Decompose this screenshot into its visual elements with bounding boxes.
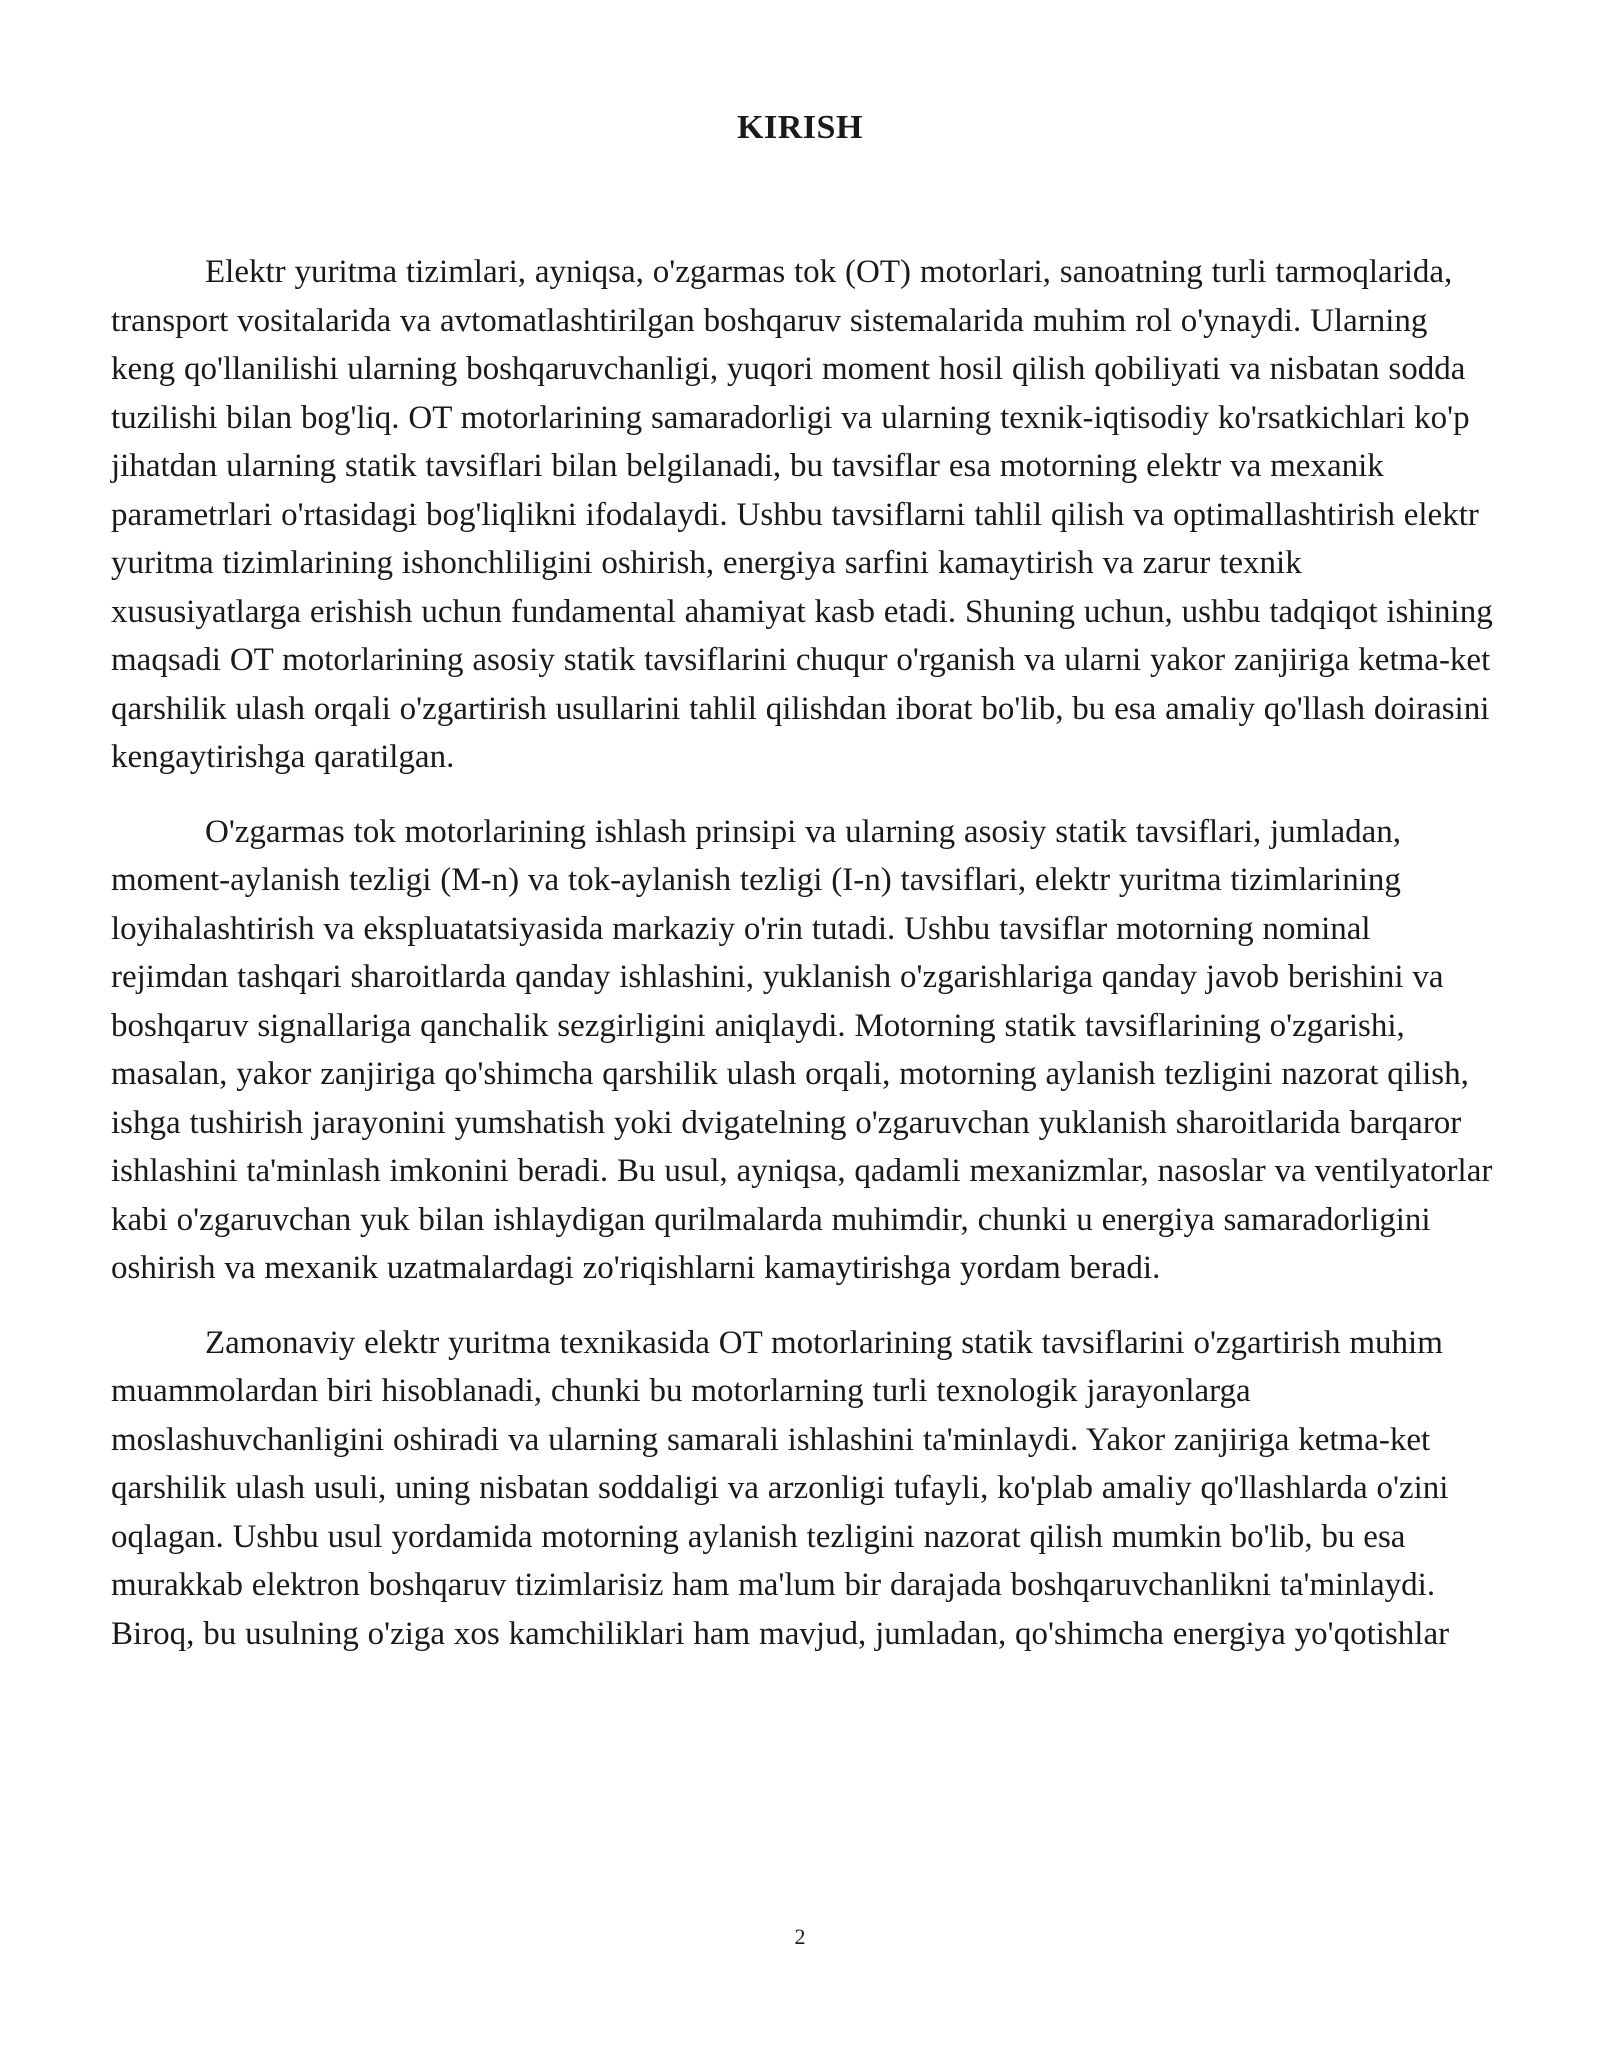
page-title: KIRISH <box>737 109 863 146</box>
paragraph-3: Zamonaviy elektr yuritma texnikasida OT motorlarining statik tavsiflarini o'zgartirish muhim muammolardan biri hisoblanadi, chunki bu motorlarning turli texnologik jarayonlarga moslashuvchanligini oshiradi va ularning samarali ishlashini ta'minlaydi. Yakor zanjiriga ketma-ket qarshilik ulash usuli, uning nisbatan soddaligi va arzonligi tufayli, ko'plab amaliy qo'llashlarda o'zini oqlagan. Ushbu usul yordamida motorning aylanish tezligini nazorat qilish mumkin bo'lib, bu esa murakkab elektron boshqaruv tizimlarisiz ham ma'lum bir darajada boshqaruvchanlikni ta'minlaydi. Biroq, bu usulning o'ziga xos kamchiliklari ham mavjud, jumladan, qo'shimcha energiya yo'qotishlar <box>111 1324 1450 1652</box>
paragraph-2: O'zgarmas tok motorlarining ishlash prinsipi va ularning asosiy statik tavsiflari, jumladan, moment-aylanish tezligi (M-n) va tok-aylanish tezligi (I-n) tavsiflari, elektr yuritma tizimlarining loyihalashtirish va ekspluatatsiyasida markaziy o'rin tutadi. Ushbu tavsiflar motorning nominal rejimdan tashqari sharoitlarda qanday ishlashini, yuklanish o'zgarishlariga qanday javob berishini va boshqaruv signallariga qanchalik sezgirligini aniqlaydi. Motorning statik tavsiflarining o'zgarishi, masalan, yakor zanjiriga qo'shimcha qarshilik ulash orqali, motorning aylanish tezligini nazorat qilish, ishga tushirish jarayonini yumshatish yoki dvigatelning o'zgaruvchan yuklanish sharoitlarida barqaror ishlashini ta'minlash imkonini beradi. Bu usul, ayniqsa, qadamli mexanizmlar, nasoslar va ventilyatorlar kabi o'zgaruvchan yuk bilan ishlaydigan qurilmalarda muhimdir, chunki u energiya samaradorligini oshirish va mexanik uzatmalardagi zo'riqishlarni kamaytirishga yordam beradi. <box>111 813 1493 1286</box>
body-text <box>111 248 1496 1684</box>
page-number: 2 <box>794 1924 806 1949</box>
paragraph-1: Elektr yuritma tizimlari, ayniqsa, o'zgarmas tok (OT) motorlari, sanoatning turli tarmoqlarida, transport vositalarida va avtomatlashtirilgan boshqaruv sistemalarida muhim rol o'ynaydi. Ularning keng qo'llanilishi ularning boshqaruvchanligi, yuqori moment hosil qilish qobiliyati va nisbatan sodda tuzilishi bilan bog'liq. OT motorlarining samaradorligi va ularning texnik-iqtisodiy ko'rsatkichlari ko'p jihatdan ularning statik tavsiflari bilan belgilanadi, bu tavsiflar esa motorning elektr va mexanik parametrlari o'rtasidagi bog'liqlikni ifodalaydi. Ushbu tavsiflarni tahlil qilish va optimallashtirish elektr yuritma tizimlarining ishonchliligini oshirish, energiya sarfini kamaytirish va zarur texnik xususiyatlarga erishish uchun fundamental ahamiyat kasb etadi. Shuning uchun, ushbu tadqiqot ishining maqsadi OT motorlarining asosiy statik tavsiflarini chuqur o'rganish va ularni yakor zanjiriga ketma-ket qarshilik ulash orqali o'zgartirish usullarini tahlil qilishdan iborat bo'lib, bu esa amaliy qo'llash doirasini kengaytirishga qaratilgan. <box>111 254 1493 775</box>
